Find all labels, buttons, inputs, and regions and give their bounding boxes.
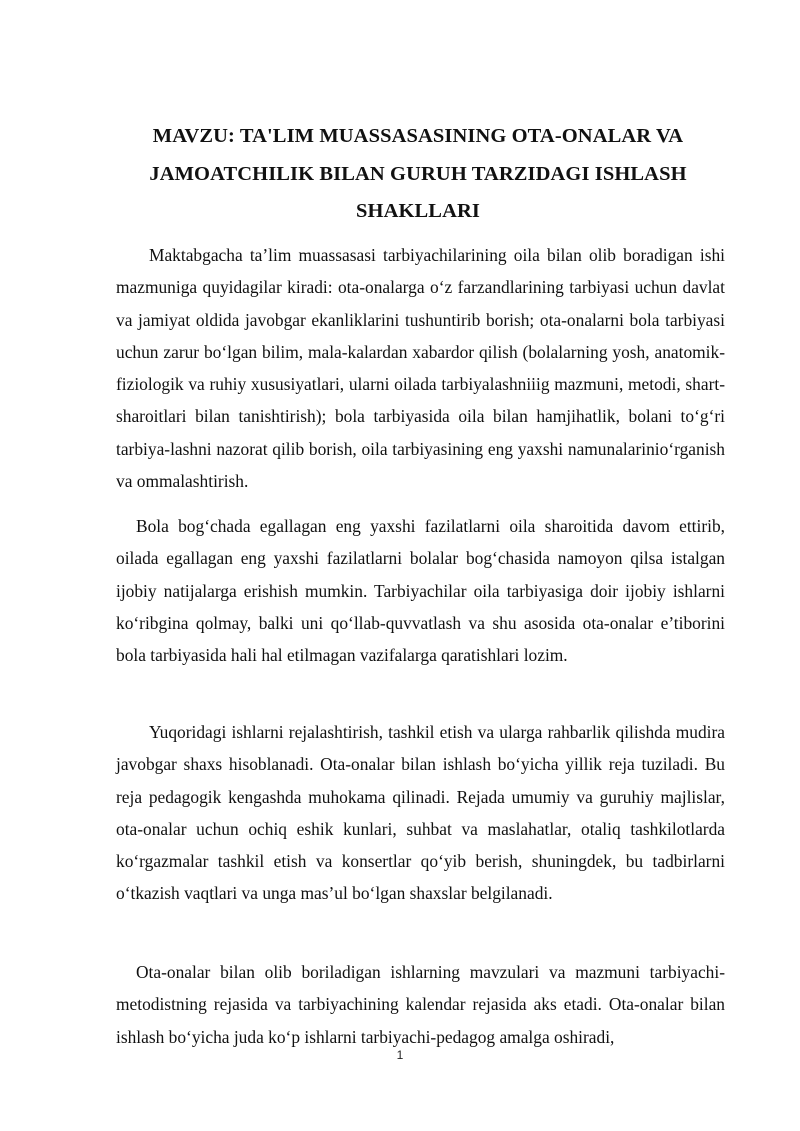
page-number: 1 — [396, 1048, 404, 1062]
document-title: MAVZU: TA'LIM MUASSASASINING OTA-ONALAR VA JAMOATCHILIK BILAN GURUH TARZIDAGI ISHLASH SHAKLLARI — [149, 125, 687, 222]
paragraph-1: Maktabgacha ta’lim muassasasi tarbiyachilarining oila bilan olib boradigan ishi mazmuniga quyidagilar kiradi: ota-onalarga o‘z farzandlarining tarbiyasi uchun davlat va jamiyat oldida javobgar ekanliklarini tushuntirib borish; ota-onalarni bola tarbiyasi uchun zarur bo‘lgan bilim, mala-kalardan xabardor qilish (bolalarning yosh, anatomik-fiziologik va ruhiy xususiyatlari, ularni oilada tarbiyalashniiig mazmuni, metodi, shart-sharoitlari bilan tanishtirish); bola tarbiyasida oila bilan hamjihatlik, bolani to‘g‘ri tarbiya-lashni nazorat qilib borish, oila tarbiyasining eng yaxshi namunalarinio‘rganish va ommalashtirish. — [116, 245, 725, 492]
paragraph-4: Ota-onalar bilan olib boriladigan ishlarning mavzulari va mazmuni tarbiyachi-metodistning rejasida va tarbiyachining kalendar rejasida aks etadi. Ota-onalar bilan ishlash bo‘yicha juda ko‘p ishlarni tarbiyachi-pedagog amalga oshiradi, — [116, 962, 725, 1047]
paragraph-3: Yuqoridagi ishlarni rejalashtirish, tashkil etish va ularga rahbarlik qilishda mudira javobgar shaxs hisoblanadi. Ota-onalar bilan ishlash bo‘yicha yillik reja tuziladi. Bu reja pedagogik kengashda muhokama qilinadi. Rejada umumiy va guruhiy majlislar, ota-onalar uchun ochiq eshik kunlari, suhbat va maslahatlar, otaliq tashkilotlarda ko‘rgazmalar tashkil etish va konsertlar qo‘yib berish, shuningdek, bu tadbirlarni o‘tkazish vaqtlari va unga mas’ul bo‘lgan shaxslar belgilanadi. — [116, 722, 725, 904]
paragraph-2: Bola bog‘chada egallagan eng yaxshi fazilatlarni oila sharoitida davom ettirib, oilada egallagan eng yaxshi fazilatlarni bolalar bog‘chasida namoyon qilsa istalgan ijobiy natijalarga erishish mumkin. Tarbiyachilar oila tarbiyasiga doir ijobiy ishlarni ko‘ribgina qolmay, balki uni qo‘llab-quvvatlash va shu asosida ota-onalar e’tiborini bola tarbiyasida hali hal etilmagan vazifalarga qaratishlari lozim. — [116, 516, 725, 666]
